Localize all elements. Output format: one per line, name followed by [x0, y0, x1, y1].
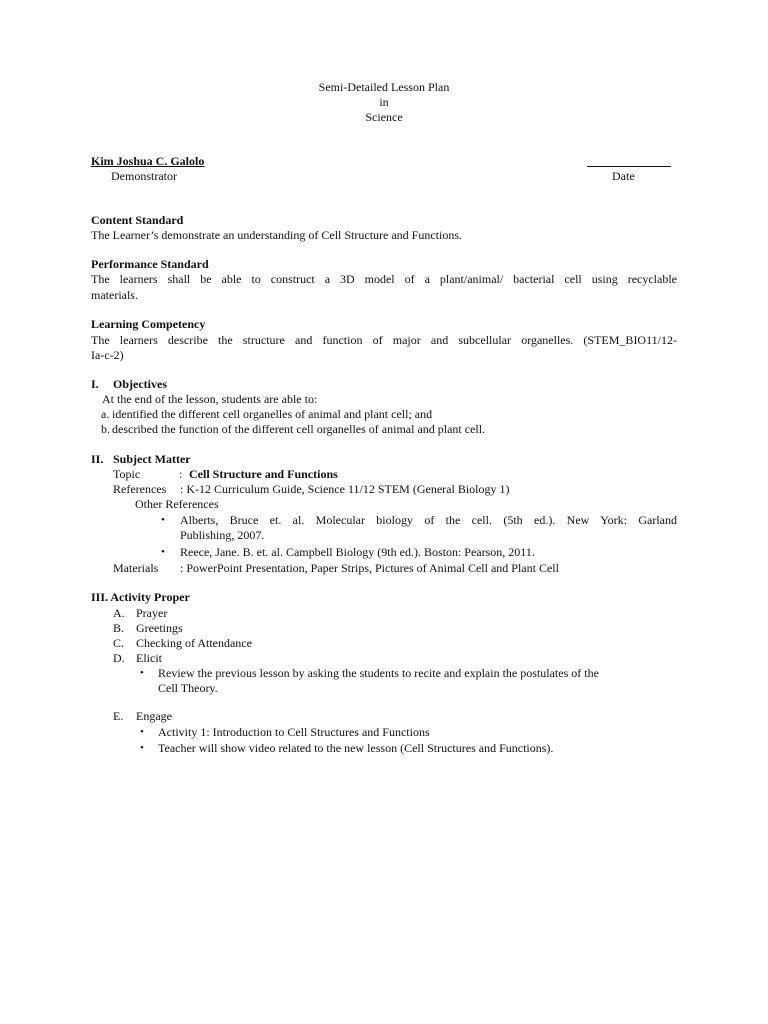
performance-standard-heading: Performance Standard [91, 257, 209, 271]
materials-value: : PowerPoint Presentation, Paper Strips, Pictures of Animal Cell and Plant Cell [180, 561, 559, 575]
references-value: : K-12 Curriculum Guide, Science 11/12 STEM (General Biology 1) [180, 482, 510, 496]
engage-bullet-1-text: Activity 1: Introduction to Cell Structures and Functions [158, 725, 430, 739]
title-line-2: in [379, 95, 389, 109]
content-standard-heading: Content Standard [91, 213, 184, 227]
activity-a-text: Prayer [136, 606, 168, 620]
objective-b-marker: b. [101, 422, 110, 436]
learning-competency-line-2: Ia-c-2) [91, 348, 124, 362]
activity-c-text: Checking of Attendance [136, 636, 252, 650]
other-reference-1-line-2: Publishing, 2007. [180, 528, 265, 542]
topic-label: Topic [113, 467, 141, 481]
objective-a-marker: a. [101, 407, 110, 421]
activity-e-marker: E. [113, 709, 124, 723]
subject-matter-heading: Subject Matter [113, 452, 191, 466]
objectives-intro: At the end of the lesson, students are able to: [102, 392, 318, 406]
learning-competency-line-1: The learners describe the structure and function of major and subcellular organelles. (STEM_BIO11/12- [91, 333, 677, 347]
performance-standard-line-1: The learners shall be able to construct a 3D model of a plant/animal/ bacterial cell using recyclable [91, 272, 677, 286]
date-blank-line [587, 166, 671, 167]
content-standard-text: The Learner’s demonstrate an understanding of Cell Structure and Functions. [91, 228, 463, 242]
engage-bullet-2-text: Teacher will show video related to the new lesson (Cell Structures and Functions). [158, 741, 554, 755]
objectives-numeral: I. [91, 377, 99, 391]
activity-a-marker: A. [113, 606, 125, 620]
other-reference-1-line-1: Alberts, Bruce et. al. Molecular biology of the cell. (5th ed.). New York: Garland [180, 513, 677, 527]
elicit-bullet-line-2: Cell Theory. [158, 681, 218, 695]
activity-c-marker: C. [113, 636, 125, 650]
engage-bullet-2-marker: • [140, 742, 144, 754]
elicit-bullet-line-1: Review the previous lesson by asking the students to recite and explain the postulates of the [158, 666, 599, 680]
other-reference-2-bullet: • [161, 546, 165, 558]
topic-separator: : [179, 467, 183, 481]
learning-competency-heading: Learning Competency [91, 317, 206, 331]
activity-b-marker: B. [113, 621, 125, 635]
activity-d-marker: D. [113, 651, 125, 665]
other-reference-2-line-1: Reece, Jane. B. et. al. Campbell Biology (9th ed.). Boston: Pearson, 2011. [180, 545, 535, 559]
date-label: Date [612, 169, 635, 183]
activity-e-text: Engage [136, 709, 172, 723]
references-label: References [113, 482, 167, 496]
elicit-bullet: • [140, 667, 144, 679]
activity-d-text: Elicit [136, 651, 162, 665]
activity-proper-heading: III. Activity Proper [91, 590, 190, 604]
performance-standard-line-2: materials. [91, 288, 138, 302]
objective-b-text: described the function of the different cell organelles of animal and plant cell. [112, 422, 486, 436]
subject-matter-numeral: II. [91, 452, 104, 466]
engage-bullet-1-marker: • [140, 726, 144, 738]
demonstrator-name: Kim Joshua C. Galolo [91, 154, 205, 168]
materials-label: Materials [113, 561, 159, 575]
demonstrator-label: Demonstrator [111, 169, 177, 183]
other-reference-1-bullet: • [161, 514, 165, 526]
title-line-1: Semi-Detailed Lesson Plan [318, 80, 450, 94]
objectives-heading: Objectives [113, 377, 167, 391]
objective-a-text: identified the different cell organelles of animal and plant cell; and [112, 407, 433, 421]
other-references-label: Other References [135, 497, 219, 511]
activity-b-text: Greetings [136, 621, 183, 635]
title-line-3: Science [365, 110, 403, 124]
topic-value: Cell Structure and Functions [189, 467, 338, 481]
